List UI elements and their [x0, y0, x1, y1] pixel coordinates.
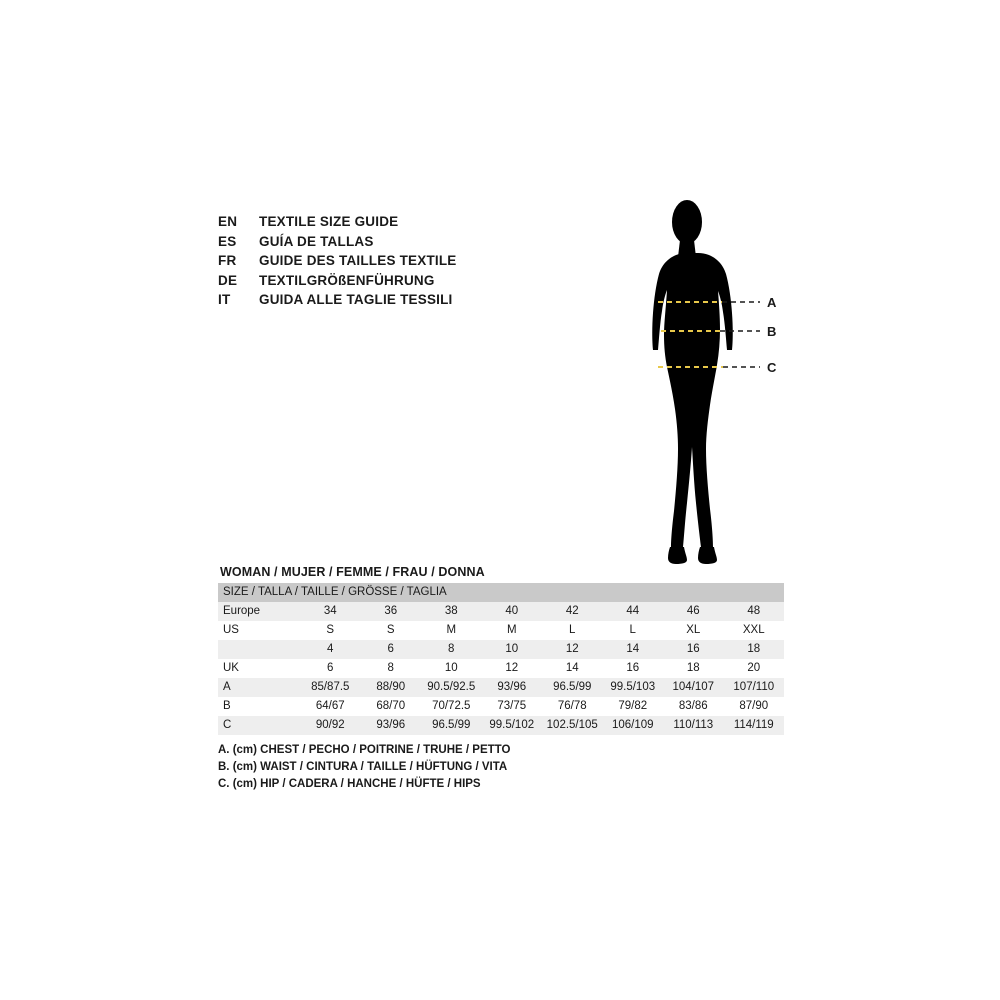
title-row — [218, 234, 638, 254]
row-label: US — [218, 621, 300, 640]
language-title: GUÍA DE TALLAS — [259, 233, 374, 249]
table-cell: 70/72.5 — [421, 697, 482, 716]
table-cell: 34 — [300, 602, 361, 621]
table-cell: 18 — [663, 659, 724, 678]
table-row — [218, 697, 784, 716]
table-cell: 76/78 — [542, 697, 603, 716]
table-cell: 48 — [724, 602, 785, 621]
table-cell: S — [300, 621, 361, 640]
language-title: TEXTILE SIZE GUIDE — [259, 214, 399, 229]
title-row — [218, 292, 638, 312]
language-code: ES — [218, 233, 237, 249]
table-cell: 36 — [361, 602, 422, 621]
table-cell: 96.5/99 — [542, 678, 603, 697]
table-cell: 106/109 — [603, 716, 664, 735]
table-cell: 20 — [724, 659, 785, 678]
table-cell: 93/96 — [361, 716, 422, 735]
table-row-size-header — [218, 583, 784, 602]
table-row — [218, 640, 784, 659]
language-title: GUIDA ALLE TAGLIE TESSILI — [259, 292, 453, 307]
table-cell: 68/70 — [361, 697, 422, 716]
table-cell: 16 — [603, 659, 664, 678]
language-title-block — [218, 214, 638, 312]
table-cell: 6 — [300, 659, 361, 678]
row-label: C — [218, 716, 300, 735]
table-row — [218, 602, 784, 621]
language-code: DE — [218, 272, 238, 288]
size-table — [218, 583, 784, 735]
table-cell: 6 — [361, 640, 422, 659]
measurement-legend — [218, 742, 718, 793]
table-cell: 12 — [542, 640, 603, 659]
table-cell: 12 — [482, 659, 543, 678]
row-label: B — [218, 697, 300, 716]
table-cell: 14 — [603, 640, 664, 659]
table-cell: S — [361, 621, 422, 640]
table-cell: 88/90 — [361, 678, 422, 697]
table-cell: L — [542, 621, 603, 640]
table-cell: 107/110 — [724, 678, 785, 697]
table-cell: 96.5/99 — [421, 716, 482, 735]
table-cell: 44 — [603, 602, 664, 621]
table-cell: 102.5/105 — [542, 716, 603, 735]
measure-label-c: C — [767, 360, 777, 375]
table-cell: 99.5/103 — [603, 678, 664, 697]
size-header-cell: SIZE / TALLA / TAILLE / GRÖSSE / TAGLIA — [218, 583, 784, 602]
table-cell: 38 — [421, 602, 482, 621]
table-cell: 18 — [724, 640, 785, 659]
table-row — [218, 678, 784, 697]
table-cell: M — [421, 621, 482, 640]
table-row — [218, 716, 784, 735]
table-row — [218, 659, 784, 678]
table-cell: 8 — [361, 659, 422, 678]
table-cell: 10 — [421, 659, 482, 678]
table-cell: 104/107 — [663, 678, 724, 697]
table-cell: 90.5/92.5 — [421, 678, 482, 697]
table-cell: 73/75 — [482, 697, 543, 716]
row-label: Europe — [218, 602, 300, 621]
table-cell: M — [482, 621, 543, 640]
table-cell: 4 — [300, 640, 361, 659]
measure-label-b: B — [767, 324, 777, 339]
table-cell: 110/113 — [663, 716, 724, 735]
language-title: TEXTILGRÖßENFÜHRUNG — [259, 272, 435, 288]
row-label: UK — [218, 659, 300, 678]
legend-line-a: A. (cm) CHEST / PECHO / POITRINE / TRUHE / PETTO — [218, 744, 511, 756]
table-cell: 46 — [663, 602, 724, 621]
table-group-header: WOMAN / MUJER / FEMME / FRAU / DONNA — [220, 565, 485, 579]
table-cell: 10 — [482, 640, 543, 659]
language-code: IT — [218, 292, 231, 307]
table-cell: XXL — [724, 621, 785, 640]
table-cell: 40 — [482, 602, 543, 621]
language-code: EN — [218, 214, 238, 229]
table-cell: 99.5/102 — [482, 716, 543, 735]
table-cell: 64/67 — [300, 697, 361, 716]
row-label: A — [218, 678, 300, 697]
table-cell: 90/92 — [300, 716, 361, 735]
size-table-block — [218, 565, 782, 735]
silhouette-icon — [630, 195, 810, 585]
language-title: GUIDE DES TAILLES TEXTILE — [259, 253, 457, 268]
female-silhouette-figure — [630, 195, 810, 585]
table-cell: 83/86 — [663, 697, 724, 716]
table-cell: 114/119 — [724, 716, 785, 735]
row-label — [218, 640, 300, 659]
table-cell: 79/82 — [603, 697, 664, 716]
table-cell: 87/90 — [724, 697, 785, 716]
measure-label-a: A — [767, 295, 777, 310]
language-code: FR — [218, 253, 237, 268]
table-row — [218, 621, 784, 640]
table-cell: 42 — [542, 602, 603, 621]
table-cell: 14 — [542, 659, 603, 678]
title-row — [218, 253, 638, 273]
table-cell: XL — [663, 621, 724, 640]
table-cell: 93/96 — [482, 678, 543, 697]
title-row — [218, 273, 638, 293]
legend-line-b: B. (cm) WAIST / CINTURA / TAILLE / HÜFTUNG / VITA — [218, 761, 508, 773]
table-cell: 85/87.5 — [300, 678, 361, 697]
table-cell: L — [603, 621, 664, 640]
title-row — [218, 214, 638, 234]
table-cell: 8 — [421, 640, 482, 659]
table-cell: 16 — [663, 640, 724, 659]
legend-line-c: C. (cm) HIP / CADERA / HANCHE / HÜFTE / HIPS — [218, 778, 481, 790]
